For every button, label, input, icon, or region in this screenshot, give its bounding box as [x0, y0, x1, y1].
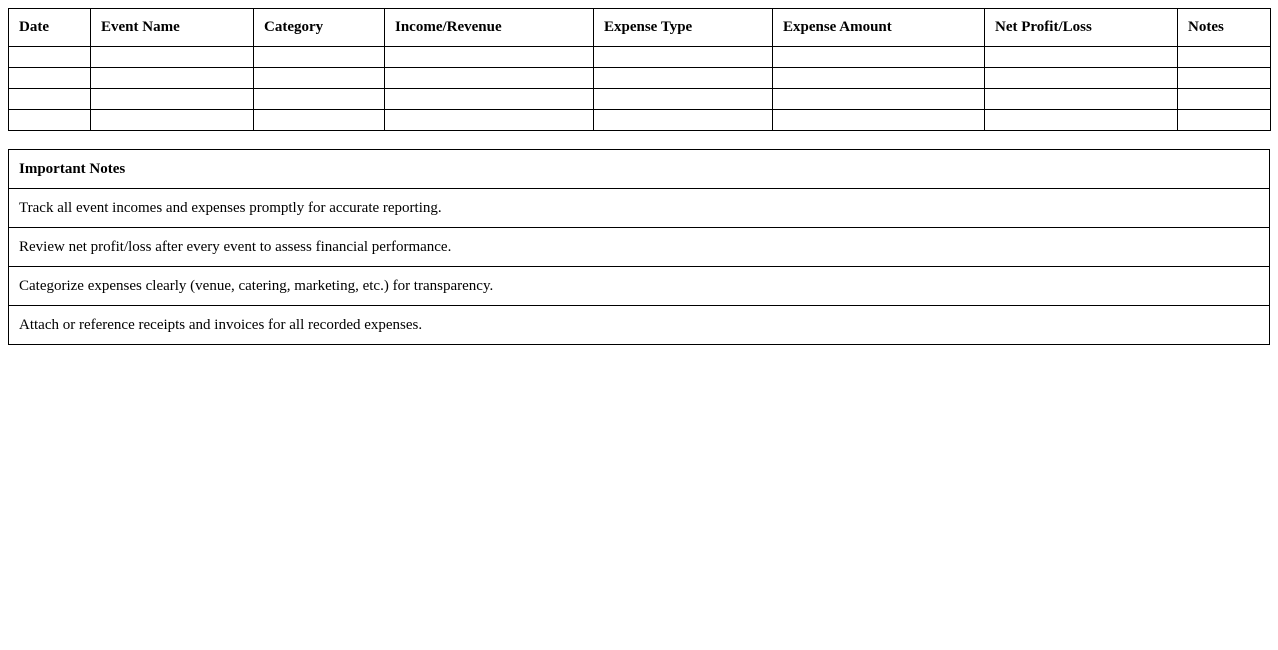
- table-cell[interactable]: [594, 89, 773, 110]
- table-cell[interactable]: [254, 110, 385, 131]
- column-header-expense-amount: Expense Amount: [773, 9, 985, 47]
- table-cell[interactable]: [385, 68, 594, 89]
- table-cell[interactable]: [594, 110, 773, 131]
- table-cell[interactable]: [91, 110, 254, 131]
- table-cell[interactable]: [773, 110, 985, 131]
- column-header-net-profit-loss: Net Profit/Loss: [985, 9, 1178, 47]
- note-text: Categorize expenses clearly (venue, catering, marketing, etc.) for transparency.: [9, 267, 1270, 306]
- table-cell[interactable]: [773, 89, 985, 110]
- table-row: [9, 110, 1271, 131]
- table-cell[interactable]: [254, 47, 385, 68]
- list-item: [9, 189, 1270, 228]
- list-item: [9, 267, 1270, 306]
- table-header-row: [9, 9, 1271, 47]
- column-header-date: Date: [9, 9, 91, 47]
- list-item: [9, 228, 1270, 267]
- table-cell[interactable]: [385, 47, 594, 68]
- table-cell[interactable]: [91, 68, 254, 89]
- table-cell[interactable]: [985, 47, 1178, 68]
- table-cell[interactable]: [91, 89, 254, 110]
- notes-title: Important Notes: [9, 150, 1270, 189]
- column-header-expense-type: Expense Type: [594, 9, 773, 47]
- table-row: [9, 89, 1271, 110]
- table-cell[interactable]: [594, 68, 773, 89]
- important-notes-table: [8, 149, 1270, 345]
- column-header-event-name: Event Name: [91, 9, 254, 47]
- table-cell[interactable]: [9, 68, 91, 89]
- table-cell[interactable]: [985, 68, 1178, 89]
- table-cell[interactable]: [9, 89, 91, 110]
- table-cell[interactable]: [254, 68, 385, 89]
- table-cell[interactable]: [385, 89, 594, 110]
- note-text: Attach or reference receipts and invoices for all recorded expenses.: [9, 306, 1270, 345]
- table-row: [9, 47, 1271, 68]
- note-text: Review net profit/loss after every event to assess financial performance.: [9, 228, 1270, 267]
- note-text: Track all event incomes and expenses promptly for accurate reporting.: [9, 189, 1270, 228]
- table-cell[interactable]: [594, 47, 773, 68]
- table-cell[interactable]: [1178, 68, 1271, 89]
- table-cell[interactable]: [1178, 89, 1271, 110]
- table-cell[interactable]: [91, 47, 254, 68]
- notes-title-row: [9, 150, 1270, 189]
- table-cell[interactable]: [9, 110, 91, 131]
- column-header-category: Category: [254, 9, 385, 47]
- column-header-notes: Notes: [1178, 9, 1271, 47]
- table-cell[interactable]: [773, 47, 985, 68]
- table-cell[interactable]: [1178, 110, 1271, 131]
- table-cell[interactable]: [9, 47, 91, 68]
- table-cell[interactable]: [254, 89, 385, 110]
- event-finance-table: [8, 8, 1271, 131]
- table-row: [9, 68, 1271, 89]
- table-cell[interactable]: [385, 110, 594, 131]
- table-cell[interactable]: [985, 89, 1178, 110]
- list-item: [9, 306, 1270, 345]
- table-cell[interactable]: [985, 110, 1178, 131]
- table-cell[interactable]: [1178, 47, 1271, 68]
- table-cell[interactable]: [773, 68, 985, 89]
- column-header-income-revenue: Income/Revenue: [385, 9, 594, 47]
